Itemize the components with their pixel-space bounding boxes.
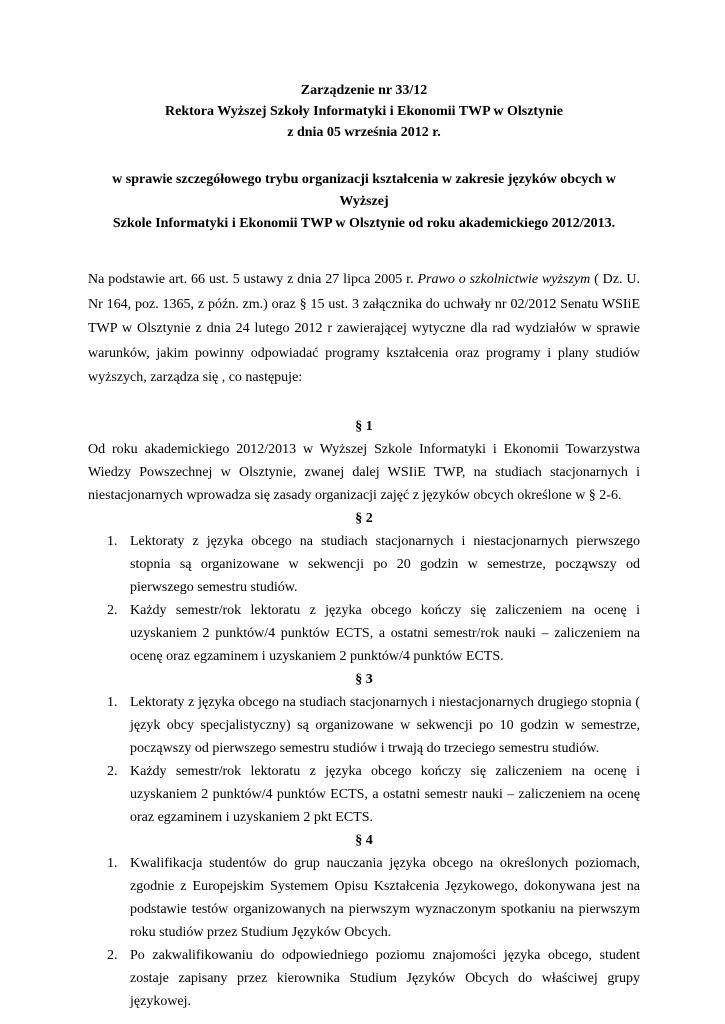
item-number: 1. [107,694,118,710]
section-4-list [88,852,640,1013]
ordinance-subject [88,169,640,235]
section-1-text: Od roku akademickiego 2012/2013 w Wyższej Szkole Informatyki i Ekonomii Towarzystwa Wiedzy Powszechnej w Olsztynie, zwanej dalej WSIiE TWP, na studiach stacjonarnych i niestacjonarnych wprowadza się zasady organizacji zajęć z języków obcych określone w § 2-6. [88,441,640,503]
item-number: 2. [107,763,118,779]
preamble-part-2: ( Dz. U. Nr 164, poz. 1365, z późn. zm.) oraz § 15 ust. 3 załącznika do uchwały nr 02/2012 Senatu WSIiE TWP w Olsztynie z dnia 24 lutego 2012 r zawierającej wytyczne dla rad wydziałów w sprawie warunków, jakim powinny odpowiadać programy kształcenia oraz programy i plany studiów wyższych, zarządza się , co następuje: [88,272,640,385]
document-header [88,80,640,143]
item-number: 1. [107,855,118,871]
act-title: Prawo o szkolnictwie wyższym [417,272,591,287]
item-text: Kwalifikacja studentów do grup nauczania języka obcego na określonych poziomach, zgodnie z Europejskim Systemem Opisu Kształcenia Językowego, dokonywana jest na podstawie testów organizowanych na pierwszym wyznaczonym spotkaniu na pierwszym roku studiów przez Studium Języków Obcych. [130,855,640,940]
list-item [88,691,640,760]
section-3-list [88,691,640,829]
item-text: Po zakwalifikowaniu do odpowiedniego poziomu znajomości języka obcego, student zostaje zapisany przez kierownika Studium Języków Obcych do właściwej grupy językowej. [130,947,640,1009]
preamble-part-1: Na podstawie art. 66 ust. 5 ustawy z dnia 27 lipca 2005 r. [88,272,418,287]
section-2-mark: § 2 [355,510,373,526]
subject-line-1: w sprawie szczegółowego trybu organizacji kształcenia w zakresie języków obcych w Wyższej [112,172,616,209]
section-3-mark: § 3 [355,671,373,687]
item-text: Lektoraty z języka obcego na studiach stacjonarnych i niestacjonarnych pierwszego stopnia są organizowane w sekwencji po 20 godzin w semestrze, począwszy od pierwszego semestru studiów. [130,533,640,595]
item-text: Lektoraty z języka obcego na studiach stacjonarnych i niestacjonarnych drugiego stopnia ( język obcy specjalistyczny) są organizowane w sekwencji po 10 godzin w semestrze, począwszy od pierwszego semestru studiów i trwają do trzeciego semestru studiów. [130,694,640,756]
item-number: 2. [107,947,118,963]
preamble [88,268,640,391]
item-number: 1. [107,533,118,549]
subject-line-2: Szkole Informatyki i Ekonomii TWP w Olsztynie od roku akademickiego 2012/2013. [112,216,616,231]
ordinance-number: Zarządzenie nr 33/12 [300,83,428,98]
section-1-mark: § 1 [355,418,373,434]
document-page [88,80,640,1013]
list-item [88,944,640,1013]
list-item [88,852,640,944]
item-text: Każdy semestr/rok lektoratu z języka obcego kończy się zaliczeniem na ocenę i uzyskaniem 2 punktów/4 punktów ECTS, a ostatni semestr nauki – zaliczeniem na ocenę oraz egzaminem i uzyskaniem 2 pkt ECTS. [130,763,640,825]
ordinance-date: z dnia 05 września 2012 r. [287,125,441,140]
list-item [88,599,640,668]
item-number: 2. [107,602,118,618]
section-4-mark: § 4 [355,832,373,848]
list-item [88,530,640,599]
item-text: Każdy semestr/rok lektoratu z języka obcego kończy się zaliczeniem na ocenę i uzyskaniem 2 punktów/4 punktów ECTS, a ostatni semestr/rok nauki – zaliczeniem na ocenę oraz egzaminem i uzyskaniem 2 punktów/4 punktów ECTS. [130,602,640,664]
list-item [88,760,640,829]
section-2-list [88,530,640,668]
issuer-line: Rektora Wyższej Szkoły Informatyki i Ekonomii TWP w Olsztynie [165,104,563,119]
